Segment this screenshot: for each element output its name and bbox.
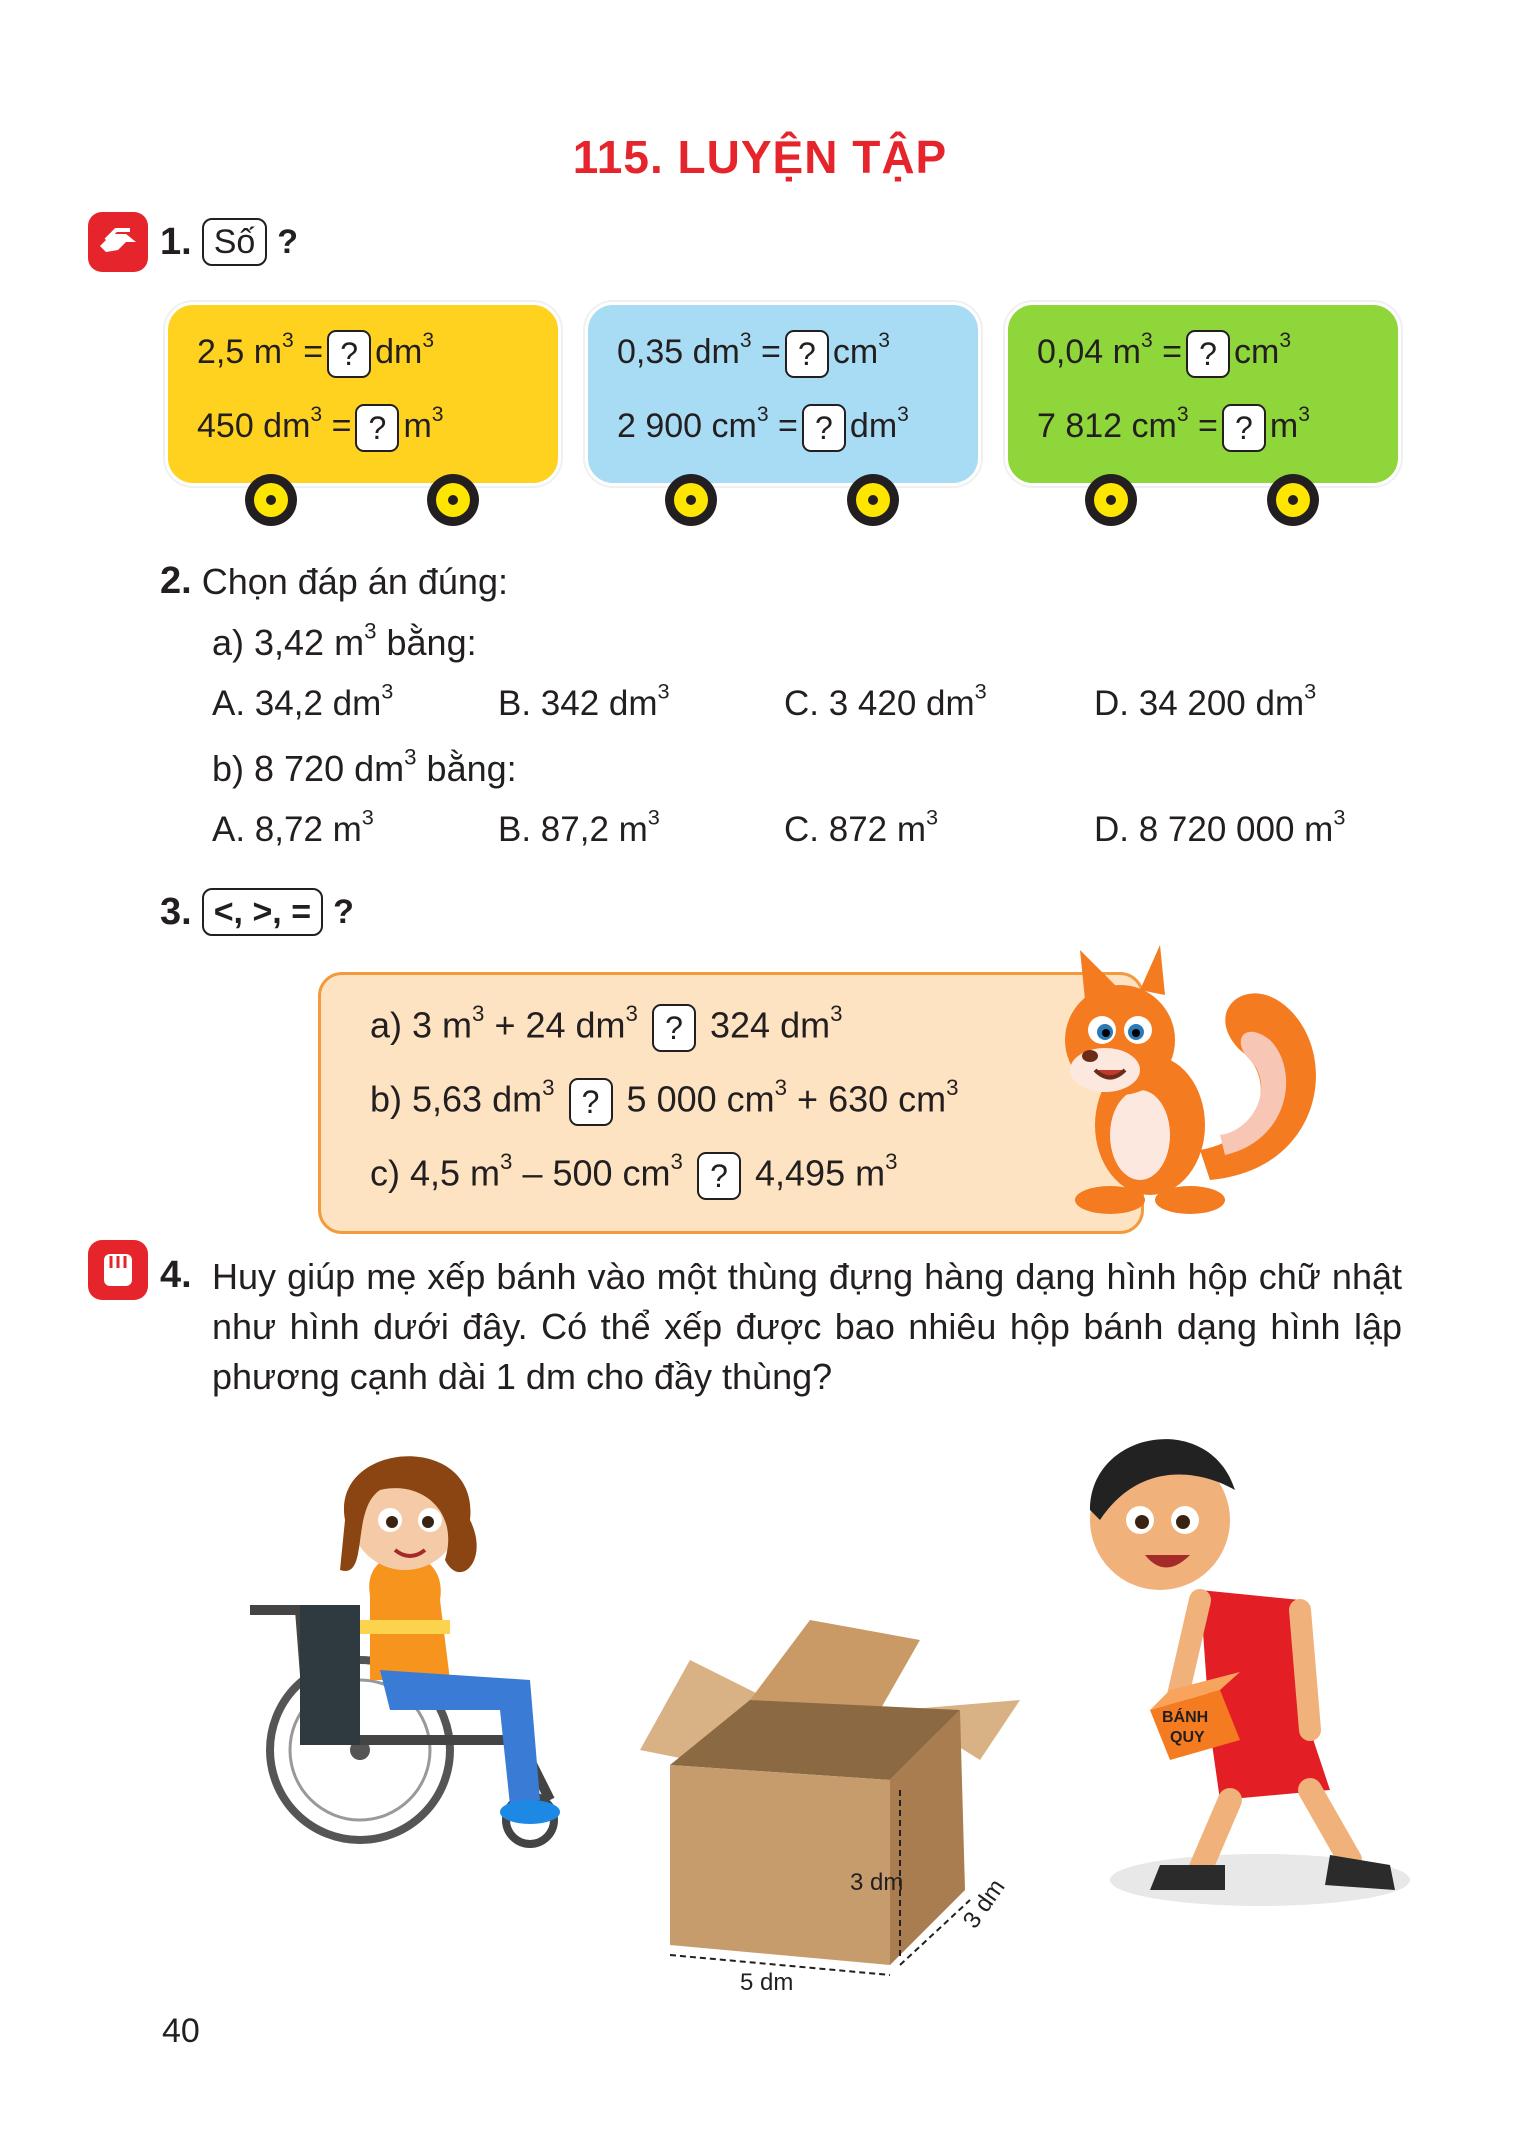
- answer-box[interactable]: ?: [1222, 404, 1266, 452]
- wheel-icon: [427, 474, 479, 526]
- comparison-b: b) 5,63 $dm^3$ ? 5 000 $cm^3 + 630$ $cm^3$: [370, 1078, 959, 1126]
- answer-type-box: Số: [202, 218, 268, 266]
- question-2a: [212, 618, 477, 664]
- option-b[interactable]: B. 342 $dm^3$: [498, 678, 670, 723]
- exercise-1-header: [160, 218, 298, 266]
- answer-box[interactable]: ?: [1186, 330, 1230, 378]
- exercise-number: 4.: [160, 1254, 192, 1296]
- exercise-number: 3.: [160, 890, 192, 933]
- answer-box[interactable]: ?: [697, 1152, 741, 1200]
- page-title: 115. LUYỆN TẬP: [572, 131, 948, 183]
- wheel-icon: [245, 474, 297, 526]
- conversion-row: 2 900 $cm^3$ = ? $dm^3$: [617, 404, 909, 452]
- superscript: 3: [404, 744, 417, 770]
- page-number: 40: [162, 2012, 200, 2050]
- box-length-label: 5 dm: [740, 1969, 794, 1990]
- exercise-number: 1.: [160, 220, 192, 263]
- option-c[interactable]: C. 872 $m^3$: [784, 804, 939, 849]
- comparison-a: a) 3 $m^3 + 24$ $dm^3$ ? 324 $dm^3$: [370, 1004, 843, 1052]
- cardboard-box-illustration: [600, 1600, 1060, 1990]
- fist-icon: [88, 1240, 148, 1300]
- options-2b: [212, 804, 1412, 860]
- girl-wheelchair-illustration: [230, 1420, 650, 1850]
- question-stem: b) 8 720 dm: [212, 748, 405, 789]
- question-2b: [212, 744, 517, 790]
- question-stem: a) 3,42 m: [212, 622, 365, 663]
- exercise-prompt: Chọn đáp án đúng:: [201, 560, 508, 602]
- option-c[interactable]: C. 3 420 $dm^3$: [784, 678, 987, 723]
- conversion-row: 0,35 $dm^3$ = ? $cm^3$: [617, 330, 890, 378]
- cookie-box-label-2: QUY: [1170, 1729, 1205, 1746]
- exercise-2-header: [160, 560, 508, 603]
- answer-box[interactable]: ?: [802, 404, 846, 452]
- hands-icon: [88, 212, 148, 272]
- boy-illustration: [1050, 1410, 1410, 1910]
- answer-type-box: <, >, =: [202, 888, 323, 936]
- conversion-row: 2,5 $m^3$ = ? $dm^3$: [197, 330, 434, 378]
- question-mark: ?: [277, 222, 299, 261]
- options-2a: [212, 678, 1412, 734]
- question-tail: bằng:: [416, 748, 517, 789]
- option-d[interactable]: D. 34 200 $dm^3$: [1094, 678, 1317, 723]
- box-height-label: 3 dm: [850, 1869, 904, 1896]
- conversion-row: 7 812 $cm^3$ = ? $m^3$: [1037, 404, 1310, 452]
- exercise-number: 2.: [160, 560, 192, 602]
- squirrel-illustration: [1040, 930, 1340, 1230]
- exercise-3-header: [160, 888, 354, 936]
- exercise-4-text: Huy giúp mẹ xếp bánh vào một thùng đựng hàng dạng hình hộp chữ nhật như hình dưới đây. Có thể xếp được bao nhiêu hộp bánh dạng hình lập phương cạnh dài 1 dm cho đầy thùng?: [212, 1256, 1402, 1397]
- option-b[interactable]: B. 87,2 $m^3$: [498, 804, 660, 849]
- superscript: 3: [364, 618, 377, 644]
- conversion-row: 450 $dm^3$ = ? $m^3$: [197, 404, 444, 452]
- answer-box[interactable]: ?: [785, 330, 829, 378]
- comparison-c: c) 4,5 $m^3 - 500$ $cm^3$ ? 4,495 $m^3$: [370, 1152, 898, 1200]
- option-a[interactable]: A. 34,2 $dm^3$: [212, 678, 394, 723]
- wheel-icon: [1267, 474, 1319, 526]
- option-d[interactable]: D. 8 720 000 $m^3$: [1094, 804, 1346, 849]
- question-tail: bằng:: [376, 622, 477, 663]
- conversion-row: 0,04 $m^3$ = ? $cm^3$: [1037, 330, 1291, 378]
- question-mark: ?: [333, 892, 354, 931]
- option-a[interactable]: A. 8,72 $m^3$: [212, 804, 374, 849]
- answer-box[interactable]: ?: [355, 404, 399, 452]
- answer-box[interactable]: ?: [569, 1078, 613, 1126]
- wheel-icon: [847, 474, 899, 526]
- answer-box[interactable]: ?: [327, 330, 371, 378]
- box-width-label: 3 dm: [957, 1874, 1011, 1934]
- cookie-box-label-1: BÁNH: [1162, 1709, 1209, 1726]
- wheel-icon: [665, 474, 717, 526]
- wheel-icon: [1085, 474, 1137, 526]
- answer-box[interactable]: ?: [652, 1004, 696, 1052]
